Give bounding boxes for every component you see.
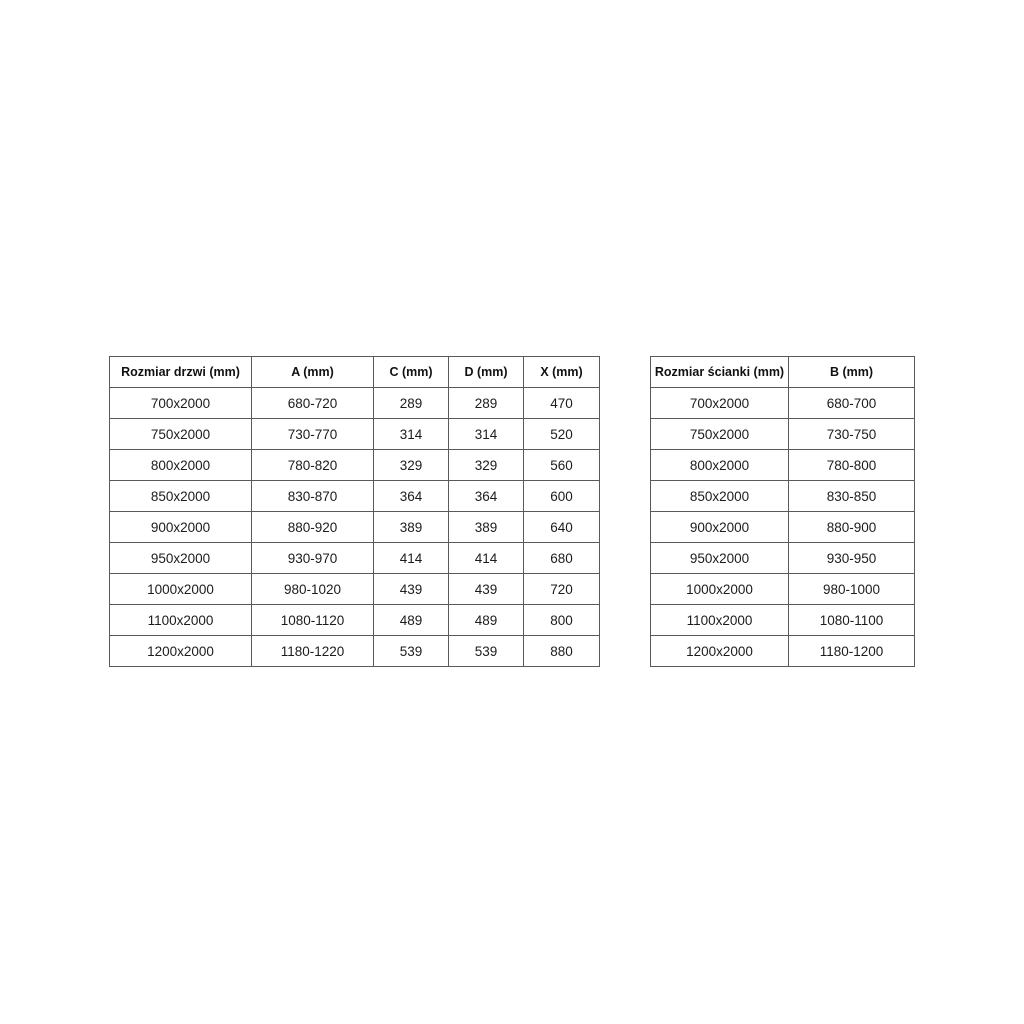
table-cell: 389 <box>449 512 524 543</box>
table-cell: 1100x2000 <box>651 605 789 636</box>
table-cell: 850x2000 <box>651 481 789 512</box>
table-cell: 1000x2000 <box>110 574 252 605</box>
table-row <box>110 419 600 450</box>
table-cell: 329 <box>449 450 524 481</box>
table-cell: 730-770 <box>252 419 374 450</box>
wall-panel-sizes-table <box>650 356 915 667</box>
table-row <box>651 419 915 450</box>
table-cell: 329 <box>374 450 449 481</box>
table-row <box>110 450 600 481</box>
table-row <box>651 605 915 636</box>
table-cell: 830-870 <box>252 481 374 512</box>
table-row <box>110 636 600 667</box>
table-cell: 830-850 <box>789 481 915 512</box>
table-header-row <box>651 357 915 388</box>
table-row <box>110 574 600 605</box>
table-cell: 880-920 <box>252 512 374 543</box>
column-header: A (mm) <box>252 357 374 388</box>
table-cell: 850x2000 <box>110 481 252 512</box>
table-cell: 980-1020 <box>252 574 374 605</box>
column-header: Rozmiar drzwi (mm) <box>110 357 252 388</box>
table-cell: 750x2000 <box>651 419 789 450</box>
table-cell: 880 <box>524 636 600 667</box>
table-cell: 730-750 <box>789 419 915 450</box>
table-cell: 950x2000 <box>651 543 789 574</box>
table-cell: 439 <box>449 574 524 605</box>
table-row <box>110 388 600 419</box>
column-header: D (mm) <box>449 357 524 388</box>
table-cell: 930-970 <box>252 543 374 574</box>
table-cell: 289 <box>374 388 449 419</box>
table-cell: 1180-1200 <box>789 636 915 667</box>
table-cell: 364 <box>449 481 524 512</box>
table-cell: 1180-1220 <box>252 636 374 667</box>
table-row <box>651 481 915 512</box>
table-cell: 680-700 <box>789 388 915 419</box>
column-header: X (mm) <box>524 357 600 388</box>
table-cell: 539 <box>374 636 449 667</box>
table-cell: 314 <box>449 419 524 450</box>
table-cell: 289 <box>449 388 524 419</box>
table-row <box>110 512 600 543</box>
table-cell: 680 <box>524 543 600 574</box>
table-cell: 520 <box>524 419 600 450</box>
table-cell: 640 <box>524 512 600 543</box>
table-cell: 1000x2000 <box>651 574 789 605</box>
table-cell: 720 <box>524 574 600 605</box>
table-cell: 470 <box>524 388 600 419</box>
table-cell: 980-1000 <box>789 574 915 605</box>
table-row <box>651 450 915 481</box>
table-row <box>110 605 600 636</box>
table-cell: 750x2000 <box>110 419 252 450</box>
column-header: B (mm) <box>789 357 915 388</box>
table-cell: 439 <box>374 574 449 605</box>
table-cell: 489 <box>374 605 449 636</box>
table-cell: 1100x2000 <box>110 605 252 636</box>
table-cell: 489 <box>449 605 524 636</box>
table-cell: 539 <box>449 636 524 667</box>
table-cell: 780-800 <box>789 450 915 481</box>
table-row <box>651 636 915 667</box>
table-cell: 900x2000 <box>110 512 252 543</box>
table-cell: 930-950 <box>789 543 915 574</box>
table-cell: 560 <box>524 450 600 481</box>
table-row <box>651 512 915 543</box>
table-cell: 800x2000 <box>651 450 789 481</box>
table-cell: 880-900 <box>789 512 915 543</box>
table-cell: 414 <box>374 543 449 574</box>
table-cell: 1200x2000 <box>651 636 789 667</box>
table-row <box>110 481 600 512</box>
table-cell: 600 <box>524 481 600 512</box>
door-sizes-table <box>109 356 600 667</box>
table-cell: 700x2000 <box>651 388 789 419</box>
table-cell: 900x2000 <box>651 512 789 543</box>
column-header: C (mm) <box>374 357 449 388</box>
table-cell: 414 <box>449 543 524 574</box>
table-cell: 800 <box>524 605 600 636</box>
column-header: Rozmiar ścianki (mm) <box>651 357 789 388</box>
table-header-row <box>110 357 600 388</box>
table-cell: 1080-1100 <box>789 605 915 636</box>
table-cell: 389 <box>374 512 449 543</box>
table-row <box>651 574 915 605</box>
table-cell: 364 <box>374 481 449 512</box>
table-cell: 800x2000 <box>110 450 252 481</box>
table-cell: 680-720 <box>252 388 374 419</box>
table-row <box>110 543 600 574</box>
table-cell: 314 <box>374 419 449 450</box>
table-cell: 950x2000 <box>110 543 252 574</box>
table-cell: 1080-1120 <box>252 605 374 636</box>
table-cell: 1200x2000 <box>110 636 252 667</box>
table-row <box>651 543 915 574</box>
table-row <box>651 388 915 419</box>
table-cell: 780-820 <box>252 450 374 481</box>
table-cell: 700x2000 <box>110 388 252 419</box>
